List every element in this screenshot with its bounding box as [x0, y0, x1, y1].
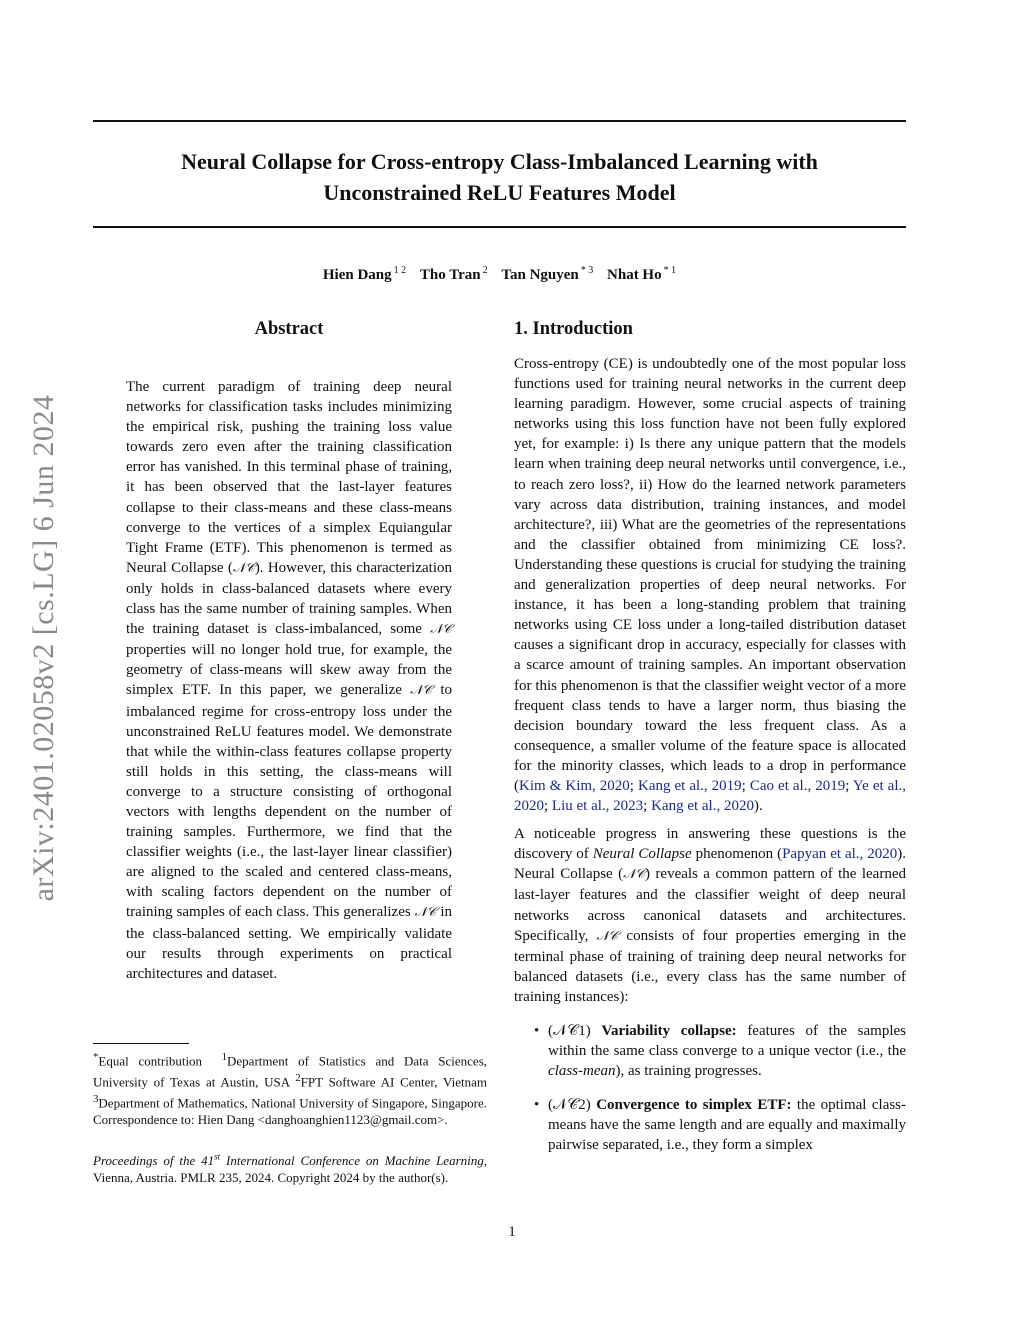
intro-heading: 1. Introduction: [514, 319, 633, 339]
proceedings-superscript: st: [214, 1152, 221, 1162]
footnote-marker: *: [93, 1051, 99, 1063]
title-rule-top: [93, 120, 906, 122]
author-affiliation: * 3: [580, 265, 594, 276]
nc-property-list: [514, 1021, 906, 1156]
author-affiliation: 1 2: [393, 265, 407, 276]
footnote-marker: 3: [93, 1093, 99, 1106]
citation-link[interactable]: Kang et al., 2019: [637, 777, 742, 794]
nc-symbol: 𝒩𝒞: [430, 622, 452, 638]
property-text: the optimal class-means have the same length and are equally and maximally pairwise separated, i.e., they form a simplex: [548, 1097, 907, 1154]
proceedings-text: International Conference on Machine Learning: [220, 1153, 484, 1169]
intro-text: Cross-entropy (CE) is undoubtedly one of the most popular loss functions used for training neural networks in the current deep learning paradigm. However, some crucial aspects of training networks using this loss function have not been fully explored yet, for example: i) Is there any unique pattern that the models learn when training deep neural networks until convergence, i.e., to reach zero loss?, ii) How do the learned network parameters vary across data distribution, training instances, and model architecture?, iii) What are the geometries of the representations and the classifier obtained from minimizing CE loss?. Understanding these questions is crucial for studying the training and generalization properties of deep neural networks. For instance, it has been a long-standing problem that training networks using CE loss under a long-tailed distribution dataset causes a significant drop in accuracy, especially for classes with a scarce amount of training samples. An important observation for this phenomenon is that the classifier weight vector of a more frequent class tends to have a larger norm, thus biasing the decision boundary toward the less frequent class. As a consequence, a smaller volume of the feature space is allocated for the minority classes, which leads to a drop in performance (: [514, 356, 906, 794]
nc-symbol: 𝒩𝒞: [596, 928, 619, 944]
nc-symbol: 𝒩𝒞: [232, 560, 255, 576]
property-title: Variability collapse:: [601, 1023, 737, 1039]
nc-property-item: [514, 1021, 906, 1081]
paper-title: [93, 146, 906, 208]
footnote-text: Department of Statistics and Data Sciences, University of Texas at Austin, USA: [93, 1053, 488, 1090]
citation-link[interactable]: Ye et al., 2020: [514, 777, 907, 815]
title-line-1: Neural Collapse for Cross-entropy Class-Imbalanced Learning with: [181, 149, 818, 174]
title-line-2: Unconstrained ReLU Features Model: [323, 180, 676, 205]
proceedings-italic: [93, 1153, 484, 1168]
abstract-text: ). However, this characterization only holds in class-balanced datasets where every class has the same number of training samples. When the training dataset is class-imbalanced, some: [126, 559, 452, 638]
intro-text: A noticeable progress in answering these questions is the discovery of: [514, 826, 906, 863]
abstract-text: in the class-balanced setting. We empirically validate our results through experiments on practical architectures and dataset.: [126, 904, 452, 982]
footnote-text: Department of Mathematics, National University of Singapore, Singapore. Correspondence to: Hien Dang <danghoanghien1123@gmail.com>.: [93, 1095, 487, 1128]
property-tag: (𝒩𝒞2): [548, 1097, 591, 1114]
abstract-text: The current paradigm of training deep neural networks for classification tasks includes minimizing the empirical risk, pushing the training loss value towards zero even after the training classification error has vanished. In this terminal phase of training, it has been observed that the last-layer features collapse to their class-means and these class-means converge to the vertices of a simplex Equiangular Tight Frame (ETF). This phenomenon is termed as Neural Collapse (: [126, 379, 452, 576]
intro-text: ) reveals a common pattern of the learned last-layer features and the classifier weight of deep neural networks across canonical datasets and architectures. Specifically,: [514, 866, 906, 944]
property-tag: (𝒩𝒞1): [548, 1023, 591, 1039]
intro-body: [514, 354, 906, 1170]
footnote-marker: 2: [295, 1072, 301, 1085]
intro-text: consists of four properties emerging in the terminal phase of training of training deep neural networks for balanced datasets (i.e., every class has the same number of training instances):: [514, 927, 906, 1005]
footnote-text: Equal contribution: [98, 1053, 203, 1069]
author-list: [93, 261, 906, 285]
intro-paragraph: [514, 824, 906, 1007]
author: [420, 267, 488, 283]
nc-symbol: 𝒩𝒞: [414, 905, 437, 921]
abstract-heading: Abstract: [254, 319, 324, 339]
title-rule-bottom: [93, 226, 906, 228]
author: [323, 267, 406, 283]
citation-link[interactable]: Cao et al., 2019: [749, 777, 846, 794]
footnote-text: FPT Software AI Center, Vietnam: [300, 1074, 487, 1090]
abstract-paragraph: [126, 377, 452, 984]
author-name: Nhat Ho: [607, 267, 662, 283]
citation-link[interactable]: Kang et al., 2020: [651, 798, 754, 815]
proceedings-text: , Vienna, Austria. PMLR 235, 2024. Copyright 2024 by the author(s).: [93, 1153, 487, 1186]
abstract-body: [126, 377, 452, 984]
abstract-text: properties will no longer hold true, for example, the geometry of class-means will skew away from the simplex ETF. In this paper, we generalize: [126, 642, 452, 699]
author: [501, 267, 593, 283]
intro-text: ).: [753, 798, 763, 815]
intro-paragraph: Cross-entropy (CE) is undoubtedly one of the most popular loss functions used for training neural networks in the current deep learning paradigm. However, some crucial aspects of training networks using this loss function have not been fully explored yet, for example: i) Is there any unique pattern that the models learn when training deep neural networks until convergence, i.e., to reach zero loss?, ii) How do the learned network parameters vary across data distribution, training instances, and model architecture?, iii) What are the geometries of the representations and the classifier obtained from minimizing CE loss?. Understanding these questions is crucial for studying the training and generalization properties of deep neural networks. For instance, it has been a long-standing problem that training networks using CE loss under a long-tailed distribution dataset causes a significant drop in accuracy, especially for classes with a scarce amount of training samples. An important observation for this phenomenon is that the classifier weight vector of a more frequent class tends to have a larger norm, thus biasing the decision boundary toward the less frequent class. As a consequence, a smaller volume of the feature space is allocated for the minority classes, which leads to a drop in performance (Kim & Kim, 2020; Kang et al., 2019; Cao et al., 2019; Ye et al., 2020; Liu et al., 2023; Kang et al., 2020).: [514, 356, 907, 815]
nc-symbol: 𝒩𝒞: [623, 867, 646, 883]
arxiv-identifier: arXiv:2401.02058v2 [cs.LG] 6 Jun 2024: [27, 394, 60, 902]
footnote-rule: [93, 1043, 189, 1044]
citation-link[interactable]: Kim & Kim, 2020: [519, 777, 630, 794]
nc-property-item: [514, 1095, 906, 1155]
property-title: Convergence to simplex ETF:: [596, 1097, 792, 1114]
author-affiliation: 2: [482, 265, 488, 276]
author-name: Hien Dang: [322, 267, 392, 283]
footnote-marker: 1: [221, 1051, 228, 1063]
proceedings-text: Proceedings of the 41: [93, 1153, 215, 1169]
citation-link[interactable]: Papyan et al., 2020: [782, 846, 898, 863]
bullet-icon: •: [534, 1023, 540, 1039]
page-number: 1: [508, 1224, 516, 1240]
author-name: Tan Nguyen: [501, 267, 579, 283]
abstract-text: to imbalanced regime for cross-entropy loss under the unconstrained ReLU features model. We demonstrate that while the within-class features collapse property still holds in this setting, the class-means will converge to a structure consisting of orthogonal vectors with lengths dependent on the number of training samples. Furthermore, we find that the classifier weights (i.e., the last-layer linear classifier) are aligned to the scaled and centered class-means, with scaling factors dependent on the number of training samples of each class. This generalizes: [126, 682, 453, 921]
intro-text: phenomenon (: [691, 846, 783, 863]
author: [607, 267, 676, 283]
author-affiliation: * 1: [663, 265, 677, 276]
property-text: ), as training progresses.: [615, 1063, 762, 1080]
proceedings-note: [93, 1149, 487, 1187]
author-name: Tho Tran: [419, 267, 481, 283]
intro-emphasis: Neural Collapse: [592, 846, 692, 863]
footnote: [93, 1049, 487, 1129]
property-text: features of the samples within the same class converge to a unique vector (i.e., the: [548, 1023, 906, 1060]
nc-symbol: 𝒩𝒞: [410, 683, 433, 699]
citation-link[interactable]: Liu et al., 2023: [551, 798, 644, 815]
bullet-icon: •: [534, 1097, 540, 1114]
property-emphasis: class-mean: [548, 1063, 616, 1080]
intro-text: ). Neural Collapse (: [514, 846, 906, 883]
